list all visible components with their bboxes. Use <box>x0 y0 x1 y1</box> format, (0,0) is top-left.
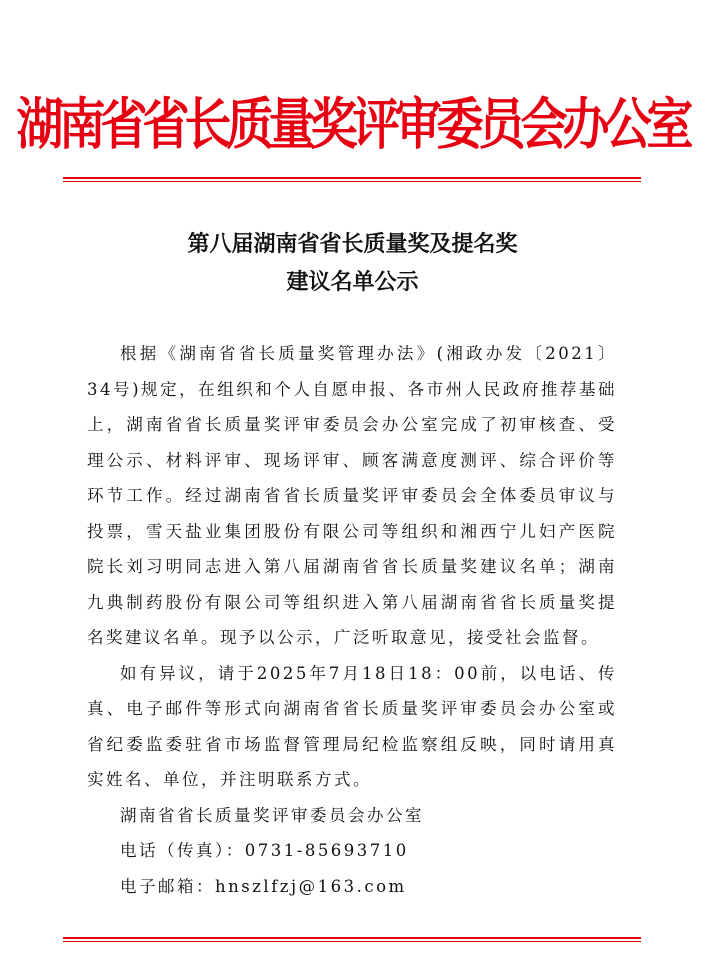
body-paragraph-2: 如有异议，请于2025年7月18日18：00前，以电话、传真、电子邮件等形式向湖南省省长质量奖评审委员会办公室或省纪委监委驻省市场监督管理局纪检监察组反映，同时请用真实姓名、单位，并注明联系方式。 <box>87 663 617 789</box>
letterhead-divider-thick <box>63 177 641 179</box>
document-title-line2: 建议名单公示 <box>286 269 419 295</box>
letterhead-org-title: 湖南省省长质量奖评审委员会办公室 <box>16 92 689 158</box>
footer-divider-thin <box>63 941 641 942</box>
letterhead-divider-thin <box>63 181 641 182</box>
contact-email: 电子邮箱：hnszlfzj@163.com <box>120 876 407 896</box>
contact-office: 湖南省省长质量奖评审委员会办公室 <box>120 805 424 825</box>
document-title-line1: 第八届湖南省省长质量奖及提名奖 <box>187 231 518 257</box>
body-paragraph-1: 根据《湖南省省长质量奖管理办法》(湘政办发〔2021〕34号)规定，在组织和个人自愿申报、各市州人民政府推荐基础上，湖南省省长质量奖评审委员会办公室完成了初审核查、受理公示、材料评审、现场评审、顾客满意度测评、综合评价等环节工作。经过湖南省省长质量奖评审委员会全体委员审议与投票，雪天盐业集团股份有限公司等组织和湘西宁儿妇产医院院长刘习明同志进入第八届湖南省省长质量奖建议名单；湖南九典制药股份有限公司等组织进入第八届湖南省省长质量奖提名奖建议名单。现予以公示，广泛听取意见，接受社会监督。 <box>87 344 617 647</box>
contact-phone: 电话（传真）：0731-85693710 <box>120 841 409 860</box>
footer-divider-thick <box>63 937 641 939</box>
document-body <box>87 336 617 904</box>
